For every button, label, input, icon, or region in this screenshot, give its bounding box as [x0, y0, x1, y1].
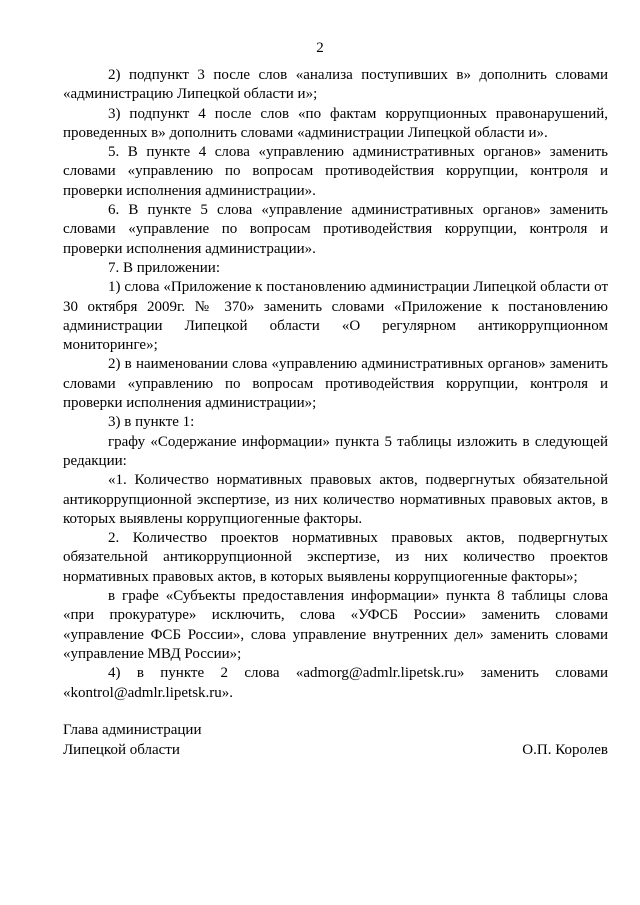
paragraph: 5. В пункте 4 слова «управлению административных органов» заменить словами «управлению по вопросам противодействия коррупции, контроля и проверки исполнения администрации». [63, 144, 608, 199]
signature-title: Глава администрации [63, 722, 202, 738]
paragraph: 1) слова «Приложение к постановлению администрации Липецкой области от 30 октября 2009г. № 370» заменить словами «Приложение к постановлению администрации Липецкой области «О регулярном антикоррупционном мониторинге»; [63, 279, 608, 354]
signature-region: Липецкой области [63, 742, 180, 758]
paragraph: графу «Содержание информации» пункта 5 таблицы изложить в следующей редакции: [63, 433, 608, 469]
paragraph: 3) в пункте 1: [108, 414, 195, 431]
paragraph: 6. В пункте 5 слова «управление административных органов» заменить словами «управление по вопросам противодействия коррупции, контроля и проверки исполнения администрации». [63, 202, 608, 257]
page-number: 2 [316, 40, 324, 56]
paragraph: 3) подпункт 4 после слов «по фактам коррупционных правонарушений, проведенных в» дополнить словами «администрации Липецкой области и». [63, 105, 608, 141]
signature-row [63, 740, 608, 760]
signature-block [63, 720, 608, 760]
paragraph: «1. Количество нормативных правовых актов, подвергнутых обязательной антикоррупционной экспертизе, из них количество нормативных правовых актов, в которых выявлены коррупциогенные факторы. [63, 472, 608, 527]
paragraph: 2) подпункт 3 после слов «анализа поступивших в» дополнить словами «администрацию Липецкой области и»; [63, 67, 608, 103]
document-body [63, 66, 608, 703]
paragraph: 7. В приложении: [108, 259, 220, 276]
paragraph: в графе «Субъекты предоставления информации» пункта 8 таблицы слова «при прокуратуре» исключить, слова «УФСБ России» заменить словами «управление ФСБ России», слова управление внутренних дел» заменить словами «управление МВД России»; [63, 588, 608, 662]
signatory-name: О.П. Королев [522, 742, 608, 758]
paragraph: 2) в наименовании слова «управлению административных органов» заменить словами «управлению по вопросам противодействия коррупции, контроля и проверки исполнения администрации»; [63, 356, 608, 412]
paragraph: 4) в пункте 2 слова «admorg@admlr.lipetsk.ru» заменить словами «kontrol@admlr.lipetsk.ru». [63, 665, 608, 701]
paragraph: 2. Количество проектов нормативных правовых актов, подвергнутых обязательной антикоррупционной экспертизе, из них количество проектов нормативных правовых актов, в которых выявлены коррупциогенные факторы»; [63, 530, 608, 585]
